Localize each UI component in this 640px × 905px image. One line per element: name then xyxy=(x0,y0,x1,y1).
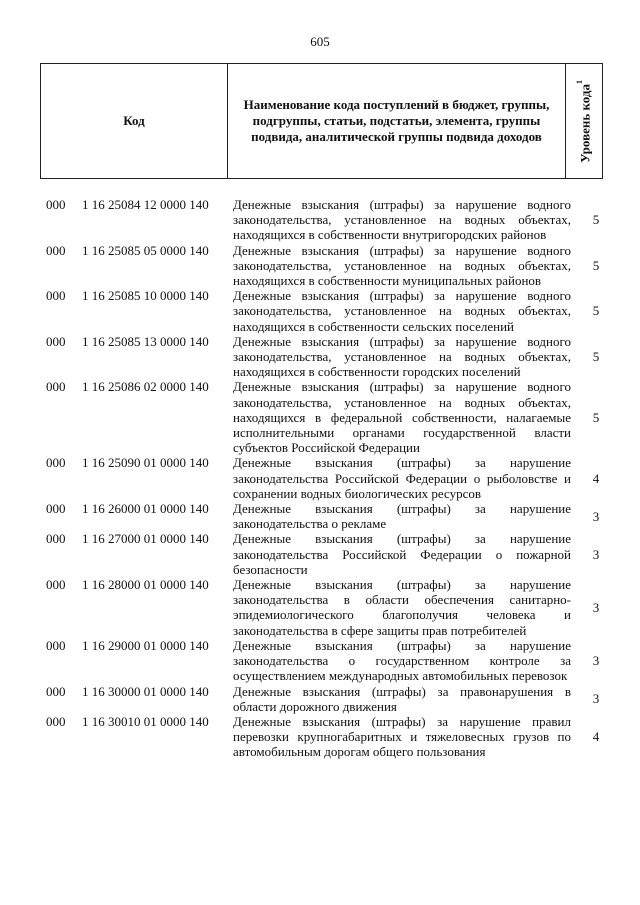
row-code: 1 16 26000 01 0000 140 xyxy=(82,501,209,517)
row-level: 4 xyxy=(592,729,600,745)
header-level-text xyxy=(575,80,593,163)
table-row xyxy=(46,379,606,455)
table-row xyxy=(46,288,606,334)
row-code: 1 16 25085 13 0000 140 xyxy=(82,333,209,349)
table-row xyxy=(46,501,606,531)
row-prefix: 000 xyxy=(46,683,66,699)
row-code: 1 16 30010 01 0000 140 xyxy=(82,713,209,729)
row-level: 5 xyxy=(592,409,600,425)
row-prefix: 000 xyxy=(46,501,66,517)
row-name: Денежные взыскания (штрафы) за нарушение водного законодательства, установленное на водных объектах, находящихся в собственности сельских поселений xyxy=(233,288,571,334)
row-prefix: 000 xyxy=(46,713,66,729)
row-prefix: 000 xyxy=(46,333,66,349)
table-row xyxy=(46,334,606,380)
row-prefix: 000 xyxy=(46,242,66,258)
row-code: 1 16 25086 02 0000 140 xyxy=(82,379,209,395)
row-level: 3 xyxy=(592,653,600,669)
row-code: 1 16 29000 01 0000 140 xyxy=(82,637,209,653)
row-prefix: 000 xyxy=(46,288,66,304)
table-header xyxy=(40,63,603,179)
row-name: Денежные взыскания (штрафы) за нарушение законодательства о государственном контроле за осуществлением международных автомобильных перевозок xyxy=(233,637,571,684)
row-prefix: 000 xyxy=(46,197,66,212)
row-name: Денежные взыскания (штрафы) за нарушение правил перевозки крупногабаритных и тяжеловесных грузов по автомобильным дорогам общего пользования xyxy=(233,713,571,760)
table-row xyxy=(46,531,606,577)
header-level-footnote: 1 xyxy=(575,79,585,84)
row-level: 3 xyxy=(592,599,600,615)
row-name: Денежные взыскания (штрафы) за нарушение водного законодательства, установленное на водных объектах, находящихся в собственности внутригородских районов xyxy=(233,197,571,243)
header-code: Код xyxy=(41,64,228,178)
header-name: Наименование кода поступлений в бюджет, группы, подгруппы, статьи, подстатьи, элемента, группы подвида, аналитической группы подвида доходов xyxy=(228,64,566,178)
row-name: Денежные взыскания (штрафы) за нарушение водного законодательства, установленное на водных объектах, находящихся в федеральной собственности, налагаемые исполнительными органами государственной власти субъектов Российской Федерации xyxy=(233,379,571,456)
row-level: 3 xyxy=(592,691,600,707)
row-name: Денежные взыскания (штрафы) за нарушение водного законодательства, установленное на водных объектах, находящихся в собственности городских поселений xyxy=(233,333,571,380)
row-prefix: 000 xyxy=(46,577,66,593)
row-name: Денежные взыскания (штрафы) за правонарушения в области дорожного движения xyxy=(233,683,571,714)
row-name: Денежные взыскания (штрафы) за нарушение законодательства о рекламе xyxy=(233,501,571,532)
row-level: 5 xyxy=(592,349,600,365)
row-level: 5 xyxy=(592,212,600,228)
row-code: 1 16 25085 10 0000 140 xyxy=(82,288,209,304)
table-row xyxy=(46,197,606,243)
row-code: 1 16 28000 01 0000 140 xyxy=(82,577,209,593)
table-row xyxy=(46,577,606,638)
row-prefix: 000 xyxy=(46,637,66,653)
row-level: 3 xyxy=(592,508,600,524)
row-level: 3 xyxy=(592,546,600,562)
row-code: 1 16 30000 01 0000 140 xyxy=(82,683,209,699)
table-row xyxy=(46,714,606,760)
row-code: 1 16 25085 05 0000 140 xyxy=(82,242,209,258)
row-name: Денежные взыскания (штрафы) за нарушение законодательства в области обеспечения санитарно-эпидемиологического благополучия человека и законодательства в сфере защиты прав потребителей xyxy=(233,577,571,638)
row-prefix: 000 xyxy=(46,379,66,395)
table-row xyxy=(46,455,606,501)
table-body xyxy=(46,197,606,760)
row-name: Денежные взыскания (штрафы) за нарушение водного законодательства, установленное на водных объектах, находящихся в собственности муниципальных районов xyxy=(233,242,571,289)
row-level: 5 xyxy=(592,257,600,273)
header-level xyxy=(567,64,602,178)
table-row xyxy=(46,684,606,714)
table-row xyxy=(46,638,606,684)
row-prefix: 000 xyxy=(46,531,66,547)
header-level-label: Уровень кода xyxy=(577,83,593,163)
row-code: 1 16 25090 01 0000 140 xyxy=(82,455,209,471)
row-level: 5 xyxy=(592,303,600,319)
row-prefix: 000 xyxy=(46,455,66,471)
row-name: Денежные взыскания (штрафы) за нарушение законодательства Российской Федерации о рыболовстве и сохранении водных биологических ресурсов xyxy=(233,455,571,501)
row-name: Денежные взыскания (штрафы) за нарушение законодательства Российской Федерации о пожарной безопасности xyxy=(233,531,571,577)
row-code: 1 16 25084 12 0000 140 xyxy=(82,197,209,212)
table-row xyxy=(46,243,606,289)
row-code: 1 16 27000 01 0000 140 xyxy=(82,531,209,547)
page-number: 605 xyxy=(310,34,330,49)
row-level: 4 xyxy=(592,470,600,486)
